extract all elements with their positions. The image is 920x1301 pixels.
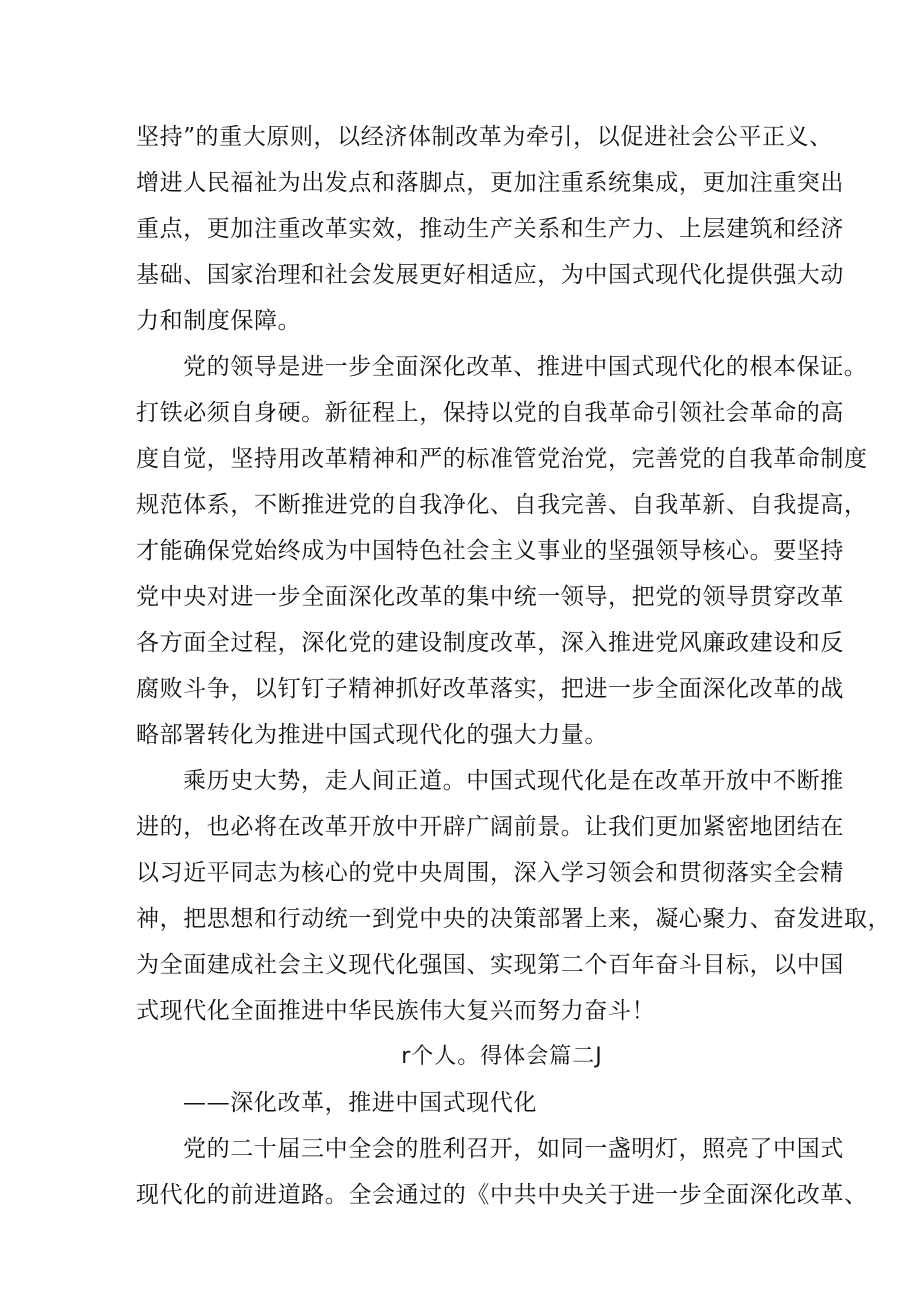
paragraph-line: 党的二十届三中全会的胜利召开，如同一盏明灯，照亮了中国式: [183, 1136, 844, 1162]
paragraph-line: 进的，也必将在改革开放中开辟广阔前景。让我们更加紧密地团结在: [136, 814, 844, 840]
paragraph-2: [136, 344, 868, 758]
paragraph-line: 重点，更加注重改革实效，推动生产关系和生产力、上层建筑和经济: [136, 216, 844, 242]
paragraph-line: 式现代化全面推进中华民族伟大复兴而努力奋斗！: [136, 998, 656, 1024]
paragraph-line: 现代化的前进道路。全会通过的《中共中央关于进一步全面深化改革、: [136, 1182, 868, 1208]
paragraph-line: 增进人民福祉为出发点和落脚点，更加注重系统集成，更加注重突出: [136, 170, 844, 196]
paragraph-line: 才能确保党始终成为中国特色社会主义事业的坚强领导核心。要坚持: [136, 538, 844, 564]
paragraph-line: 各方面全过程，深化党的建设制度改革，深入推进党风廉政建设和反: [136, 630, 844, 656]
paragraph-line: 力和制度保障。: [136, 308, 302, 334]
paragraph-line: 基础、国家治理和社会发展更好相适应，为中国式现代化提供强大动: [136, 262, 844, 288]
section-title: r个人。得体会篇二J: [401, 1044, 603, 1069]
paragraph-line: 略部署转化为推进中国式现代化的强大力量。: [136, 722, 608, 748]
document-body: [136, 114, 892, 1218]
paragraph-line: 乘历史大势，走人间正道。中国式现代化是在改革开放中不断推: [183, 768, 844, 794]
section-subtitle: ——深化改革，推进中国式现代化: [183, 1090, 537, 1116]
paragraph-1: [136, 114, 844, 344]
paragraph-line: 党中央对进一步全面深化改革的集中统一领导，把党的领导贯穿改革: [136, 584, 844, 610]
paragraph-line: 坚持”的重大原则，以经济体制改革为牵引，以促进社会公平正义、: [136, 124, 833, 150]
paragraph-line: 党的领导是进一步全面深化改革、推进中国式现代化的根本保证。: [183, 354, 868, 380]
paragraph-line: 打铁必须自身硬。新征程上，保持以党的自我革命引领社会革命的高: [136, 400, 844, 426]
paragraph-line: 规范体系，不断推进党的自我净化、自我完善、自我革新、自我提高，: [136, 492, 868, 518]
paragraph-line: 腐败斗争，以钉钉子精神抓好改革落实，把进一步全面深化改革的战: [136, 676, 844, 702]
paragraph-4: [136, 1126, 868, 1218]
paragraph-line: 度自觉，坚持用改革精神和严的标准管党治党，完善党的自我革命制度: [136, 446, 868, 472]
paragraph-line: 神，把思想和行动统一到党中央的决策部署上来，凝心聚力、奋发进取，: [136, 906, 892, 932]
paragraph-3: [136, 758, 892, 1034]
paragraph-line: 为全面建成社会主义现代化强国、实现第二个百年奋斗目标，以中国: [136, 952, 844, 978]
paragraph-line: 以习近平同志为核心的党中央周围，深入学习领会和贯彻落实全会精: [136, 860, 844, 886]
